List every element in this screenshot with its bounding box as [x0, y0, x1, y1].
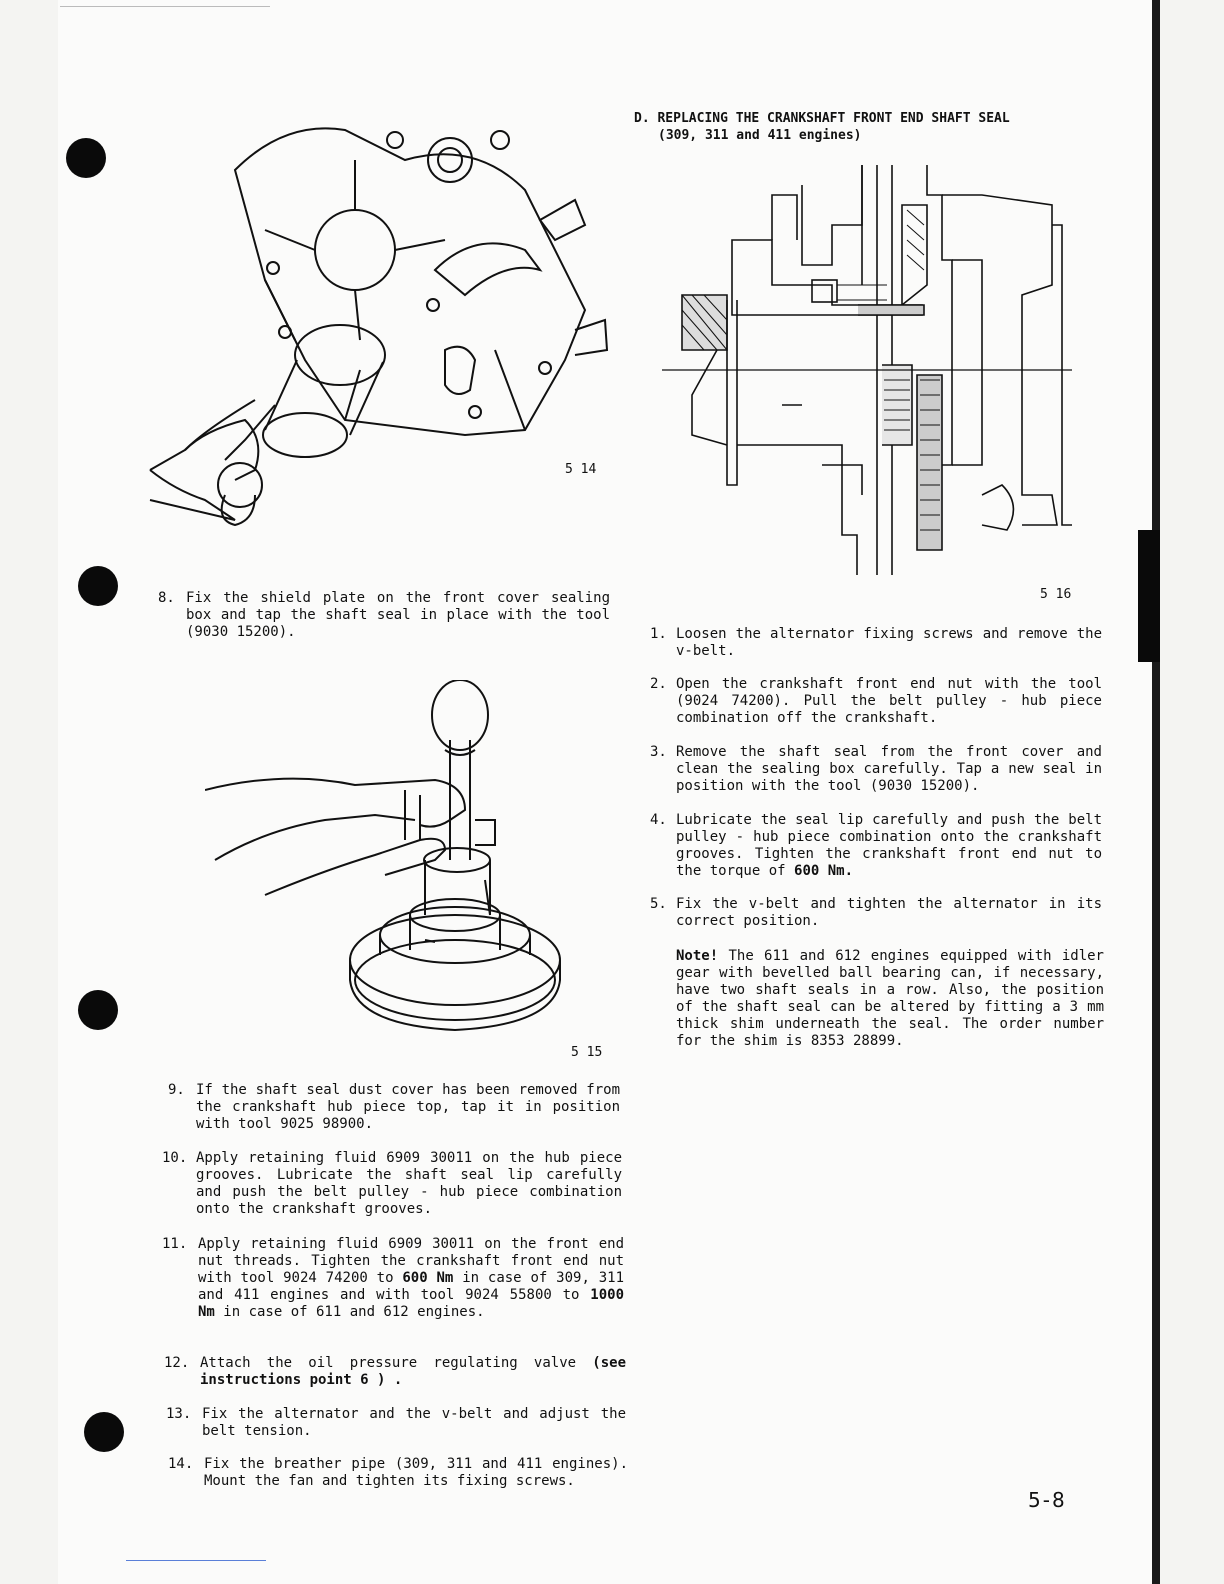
- step-number: 10.: [162, 1150, 188, 1166]
- step-text-part: in case of 309, 311 and 411 engines and with tool 9024 55800 to: [198, 1270, 625, 1303]
- section-heading: [634, 110, 1094, 144]
- step-number: 9.: [168, 1082, 185, 1098]
- replace-step-1: [650, 626, 1102, 660]
- step-text: Open the crankshaft front end nut with the tool (9024 74200). Pull the belt pulley - hub piece combination off the crankshaft.: [676, 676, 1102, 726]
- torque-value: 1000 Nm: [198, 1287, 624, 1320]
- step-text: [650, 812, 1102, 880]
- figure-5-15-illustration: [205, 680, 585, 1050]
- section-edge-tab: [1138, 530, 1160, 662]
- step-number: 1.: [650, 626, 667, 642]
- step-14: [168, 1456, 628, 1490]
- bottom-rule: [126, 1560, 266, 1561]
- section-heading-line: (309, 311 and 411 engines): [658, 128, 862, 143]
- replace-step-5: [650, 896, 1102, 930]
- replace-step-4: [650, 812, 1102, 880]
- figure-5-14-illustration: [145, 100, 615, 560]
- step-number: 14.: [168, 1456, 194, 1472]
- step-10: [162, 1150, 622, 1218]
- cross-reference: (see instructions point 6 ) .: [200, 1355, 626, 1388]
- step-9: [168, 1082, 620, 1133]
- step-11: [162, 1236, 624, 1321]
- step-text: Loosen the alternator fixing screws and remove the v-belt.: [676, 626, 1102, 659]
- figure-label-5-15: 5 15: [571, 1045, 603, 1060]
- binder-hole: [78, 566, 118, 606]
- step-text-part: Attach the oil pressure regulating valve: [200, 1355, 593, 1371]
- step-text-part: Lubricate the seal lip carefully and push the belt pulley - hub piece combination onto the crankshaft grooves. Tighten the crankshaft front end nut to the torque of: [676, 812, 1102, 879]
- step-text: If the shaft seal dust cover has been removed from the crankshaft hub piece top, tap it in position with tool 9025 98900.: [196, 1082, 620, 1132]
- step-text-part: Apply retaining fluid 6909 30011 on the front end nut threads. Tighten the crankshaft front end nut with tool 9024 74200 to: [198, 1236, 624, 1286]
- step-number: 2.: [650, 676, 667, 692]
- step-text: Fix the alternator and the v-belt and adjust the belt tension.: [202, 1406, 626, 1439]
- step-text: Remove the shaft seal from the front cover and clean the sealing box carefully. Tap a new seal in position with the tool (9030 15200).: [676, 744, 1102, 794]
- step-number: 5.: [650, 896, 667, 912]
- step-text: [164, 1355, 626, 1389]
- note-block: [676, 948, 1104, 1050]
- step-12: [164, 1355, 626, 1389]
- step-number: 12.: [164, 1355, 190, 1371]
- page-edge-strip: [1152, 0, 1160, 1584]
- step-text: Fix the breather pipe (309, 311 and 411 engines). Mount the fan and tighten its fixing screws.: [204, 1456, 628, 1489]
- step-text: Apply retaining fluid 6909 30011 on the hub piece grooves. Lubricate the shaft seal lip carefully and push the belt pulley - hub piece combination onto the crankshaft grooves.: [196, 1150, 622, 1217]
- section-heading-line: D. REPLACING THE CRANKSHAFT FRONT END SHAFT SEAL: [634, 111, 1010, 126]
- note-text: [676, 948, 1104, 1050]
- top-rule: [60, 6, 270, 7]
- torque-value: 600 Nm.: [794, 863, 854, 879]
- replace-step-3: [650, 744, 1102, 795]
- step-13: [166, 1406, 626, 1440]
- step-text: [162, 1236, 624, 1321]
- step-number: 13.: [166, 1406, 192, 1422]
- step-text: Fix the v-belt and tighten the alternator in its correct position.: [676, 896, 1102, 929]
- binder-hole: [84, 1412, 124, 1452]
- step-number: 3.: [650, 744, 667, 760]
- note-label: Note!: [676, 948, 719, 964]
- torque-value: 600 Nm: [402, 1270, 454, 1286]
- figure-label-5-14: 5 14: [565, 462, 597, 477]
- binder-hole: [66, 138, 106, 178]
- step-number: 11.: [162, 1236, 188, 1252]
- step-8: [158, 590, 610, 641]
- figure-label-5-16: 5 16: [1040, 587, 1072, 602]
- step-number: 4.: [650, 812, 667, 828]
- figure-5-16-cross-section: [662, 165, 1082, 585]
- replace-step-2: [650, 676, 1102, 727]
- step-text-part: in case of 611 and 612 engines.: [214, 1304, 485, 1320]
- page-number: 5-8: [1028, 1488, 1067, 1512]
- note-body: The 611 and 612 engines equipped with idler gear with bevelled ball bearing can, if necessary, have two shaft seals in a row. Also, the position of the shaft seal can be altered by fitting a 3 mm thick shim underneath the seal. The order number for the shim is 8353 28899.: [676, 948, 1104, 1049]
- step-number: 8.: [158, 590, 175, 606]
- step-text: Fix the shield plate on the front cover sealing box and tap the shaft seal in place with the tool (9030 15200).: [186, 590, 610, 640]
- binder-hole: [78, 990, 118, 1030]
